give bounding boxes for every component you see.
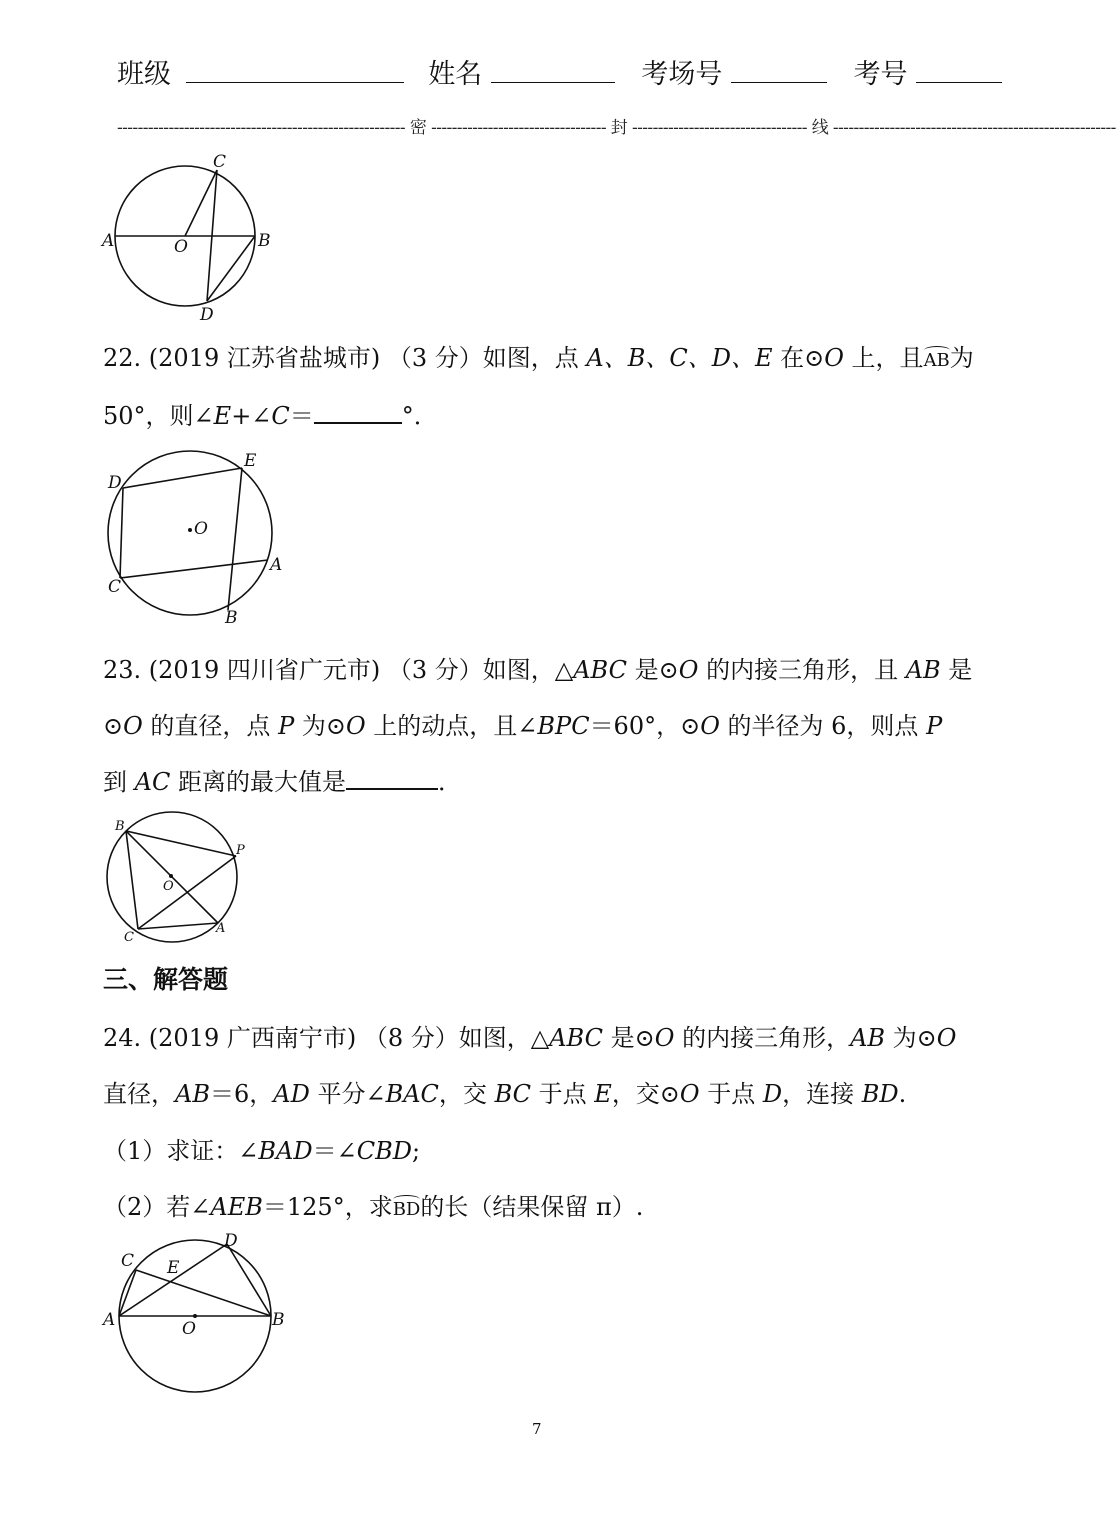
arc-ab: AB — [923, 350, 950, 371]
q24-line1: 24. (2019 广西南宁市) （8 分）如图，△ABC 是⊙O 的内接三角形，AB 为⊙O — [103, 1024, 957, 1052]
label-b: B — [115, 819, 125, 834]
figure-q22 — [100, 448, 290, 628]
label-b: B — [272, 1310, 285, 1330]
center-dot — [169, 874, 173, 878]
label-c: C — [108, 577, 122, 597]
arc-bd: BD — [392, 1199, 421, 1220]
label-p: P — [236, 843, 245, 858]
exam-no-field[interactable] — [916, 56, 1002, 83]
q22-line2: 50°，则∠E+∠C＝ °． — [103, 402, 438, 430]
label-d: D — [200, 305, 214, 325]
segment-dc — [120, 488, 123, 578]
label-a: A — [102, 231, 115, 251]
segment-ac — [119, 1270, 136, 1316]
segment-db — [227, 1244, 271, 1316]
label-b: B — [258, 231, 271, 251]
label-c: C — [121, 1251, 135, 1271]
segment-ca — [138, 923, 218, 929]
label-a: A — [216, 921, 226, 936]
q24-line2: 直径，AB＝6，AD 平分∠BAC，交 BC 于点 E，交⊙O 于点 D，连接 BD. — [103, 1080, 907, 1108]
figure-q24 — [100, 1230, 290, 1400]
segment-cb — [136, 1270, 271, 1316]
segment-eb — [228, 468, 242, 610]
segment-de — [123, 468, 242, 488]
q22-answer-blank[interactable] — [314, 400, 402, 424]
section-title-answers: 三、解答题 — [103, 965, 229, 994]
name-label: 姓名 — [428, 59, 483, 90]
room-label: 考场号 — [641, 59, 723, 90]
figure-q21 — [100, 150, 280, 325]
exam-no-label: 考号 — [853, 59, 908, 90]
figure-q23 — [100, 814, 260, 944]
label-c: C — [213, 152, 227, 172]
q24-part1: （1）求证：∠BAD＝∠CBD; — [103, 1137, 421, 1165]
q23-line2: ⊙O 的直径，点 P 为⊙O 上的动点，且∠BPC＝60°，⊙O 的半径为 6，则点 P — [103, 712, 943, 740]
class-label: 班级 — [117, 59, 171, 90]
label-d: D — [224, 1231, 238, 1251]
q23-line3: 到 AC 距离的最大值是 ． — [103, 768, 462, 796]
label-o: O — [163, 879, 174, 894]
label-c: C — [124, 930, 134, 945]
room-field[interactable] — [731, 56, 827, 83]
header-row — [117, 52, 1002, 91]
segment-ca — [120, 560, 268, 578]
label-o: O — [182, 1319, 196, 1339]
name-field[interactable] — [491, 56, 615, 83]
page-number: 7 — [532, 1420, 542, 1438]
label-e: E — [244, 451, 257, 471]
q24-part2: （2）若∠AEB＝125°，求BD的长（结果保留 π）. — [103, 1193, 644, 1221]
center-dot — [188, 528, 192, 532]
q22-line1: 22. (2019 江苏省盐城市) （3 分）如图，点 A、B、C、D、E 在⊙O 上，且AB为 — [103, 344, 974, 372]
center-dot — [193, 1314, 197, 1318]
label-d: D — [108, 473, 122, 493]
seal-line: -------------------------------------------------------- 密 ---------------------------------- 封 ---------------------------------- 线 ------------------------------------------------------- — [117, 118, 1116, 138]
segment-pc — [138, 856, 236, 929]
segment-bc — [126, 831, 138, 929]
label-e: E — [167, 1258, 180, 1278]
segment-ad — [119, 1244, 227, 1316]
label-b: B — [225, 608, 238, 628]
label-o: O — [194, 519, 208, 539]
q23-answer-blank[interactable] — [346, 766, 438, 790]
label-o: O — [174, 237, 188, 257]
circle — [108, 451, 272, 615]
class-field[interactable] — [186, 56, 404, 83]
label-a: A — [103, 1310, 116, 1330]
q23-line1: 23. (2019 四川省广元市) （3 分）如图，△ABC 是⊙O 的内接三角形，且 AB 是 — [103, 656, 973, 684]
segment-bp — [126, 831, 236, 856]
label-a: A — [270, 555, 283, 575]
